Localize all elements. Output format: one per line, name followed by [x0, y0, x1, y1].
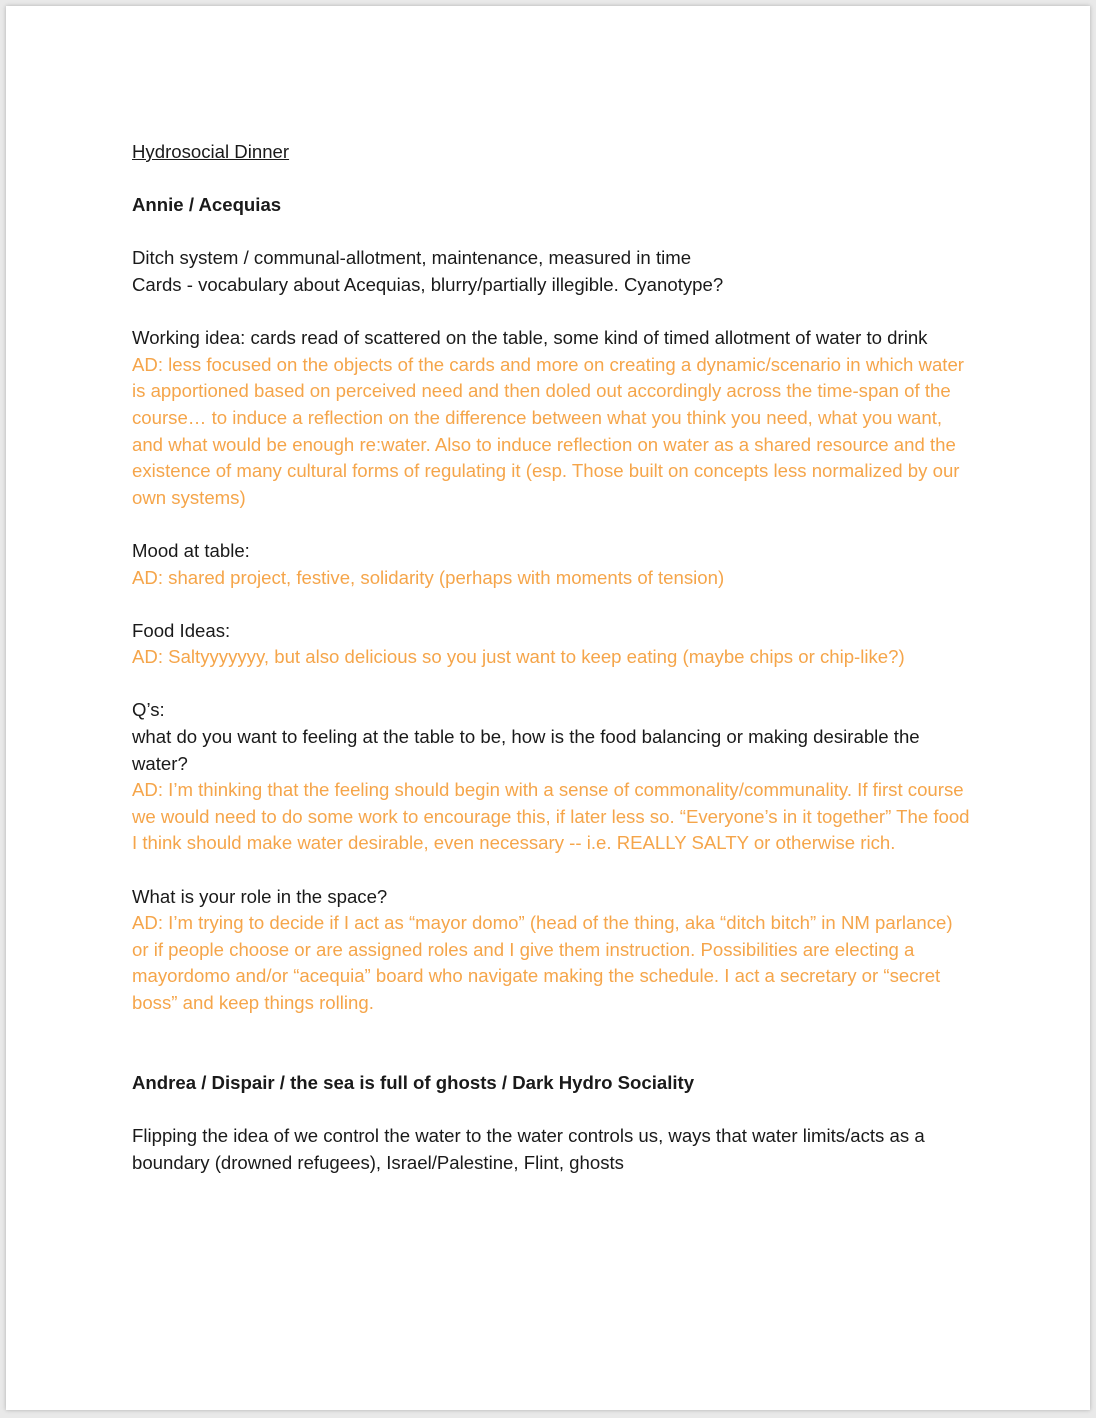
role-label: What is your role in the space? — [132, 885, 388, 907]
andrea-body-paragraph: Flipping the idea of we control the water to the water controls us, ways that water limits/acts as a boundary (drowned refugees), Israel/Palestine, Flint, ghosts — [132, 1124, 925, 1173]
questions-label: Q’s: — [132, 699, 165, 721]
working-idea-annotation: AD: less focused on the objects of the cards and more on creating a dynamic/scenario in which water is apportioned based on perceived need and then doled out accordingly across the time-span of the course… to induce a reflection on the difference between what you think you need, what you want, and what would be enough re:water. Also to induce reflection on water as a shared resource and the existence of many cultural forms of regulating it (esp. Those built on concepts less normalized by our own systems) — [132, 353, 964, 508]
intro-line-ditch-system: Ditch system / communal-allotment, maintenance, measured in time — [132, 247, 692, 269]
document-title: Hydrosocial Dinner — [132, 141, 290, 162]
section-heading-annie: Annie / Acequias — [132, 194, 282, 216]
questions-question: what do you want to feeling at the table to be, how is the food balancing or making desirable the water? — [132, 726, 920, 774]
mood-annotation: AD: shared project, festive, solidarity (perhaps with moments of tension) — [132, 566, 725, 588]
food-annotation: AD: Saltyyyyyyy, but also delicious so you just want to keep eating (maybe chips or chip-like?) — [132, 646, 905, 668]
mood-label: Mood at table: — [132, 539, 250, 561]
intro-line-cards: Cards - vocabulary about Acequias, blurry/partially illegible. Cyanotype? — [132, 273, 724, 295]
section-heading-andrea: Andrea / Dispair / the sea is full of ghosts / Dark Hydro Sociality — [132, 1071, 695, 1093]
role-annotation: AD: I’m trying to decide if I act as “mayor domo” (head of the thing, aka “ditch bitch” in NM parlance) or if people choose or are assigned roles and I give them instruction. Possibilities are electing a mayordomo and/or “acequia” board who navigate making the schedule. I act a secretary or “secret boss” and keep things rolling. — [132, 912, 953, 1013]
working-idea-paragraph: Working idea: cards read of scattered on the table, some kind of timed allotment of water to drink — [132, 327, 928, 349]
questions-annotation: AD: I’m thinking that the feeling should begin with a sense of commonality/communality. If first course we would need to do some work to encourage this, if later less so. “Everyone’s in it together” The food I think should make water desirable, even necessary -- i.e. REALLY SALTY or otherwise rich. — [132, 779, 970, 854]
document-page — [6, 6, 1090, 1410]
document-body — [132, 139, 972, 1176]
food-label: Food Ideas: — [132, 619, 231, 641]
